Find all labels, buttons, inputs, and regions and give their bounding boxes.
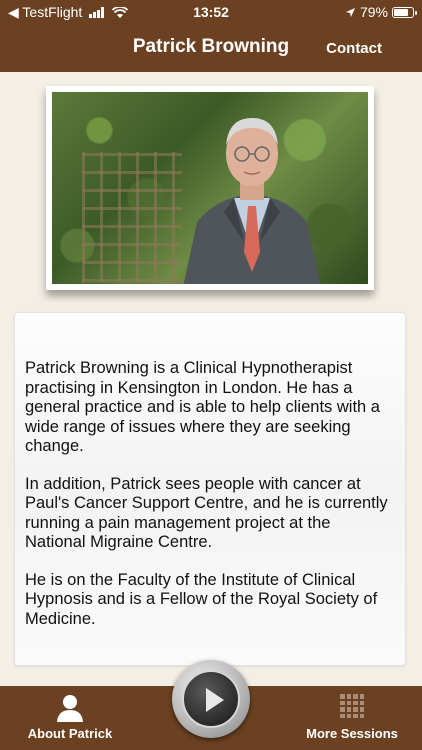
- play-button[interactable]: [172, 660, 250, 738]
- bio-paragraph-1: Patrick Browning is a Clinical Hypnotherapist practising in Kensington in London. He has a general practice and is able to help clients with a wide range of issues where they are seeking change.: [25, 359, 380, 455]
- carrier-label[interactable]: ◀ TestFlight: [8, 4, 83, 20]
- battery-percent: 79%: [359, 4, 388, 20]
- page-title: Patrick Browning: [132, 36, 290, 57]
- person-portrait: [172, 102, 332, 284]
- location-arrow-icon: [345, 7, 356, 18]
- status-time: 13:52: [193, 4, 229, 20]
- profile-photo: [52, 92, 368, 284]
- bio-paragraph-3: He is on the Faculty of the Institute of Clinical Hypnosis and is a Fellow of the Royal Society of Medicine.: [25, 570, 378, 628]
- person-icon: [55, 694, 85, 722]
- tab-about-patrick[interactable]: [0, 686, 140, 750]
- tab-about-patrick-label: About Patrick: [27, 726, 113, 741]
- tab-more-sessions[interactable]: [282, 686, 422, 750]
- play-icon: [206, 688, 224, 712]
- app-header: [0, 0, 422, 72]
- contact-button[interactable]: Contact: [326, 40, 382, 57]
- tab-more-sessions-label: More Sessions: [306, 726, 398, 741]
- battery-icon: [392, 7, 414, 18]
- profile-photo-frame: [46, 86, 374, 290]
- bio-paragraph-2: In addition, Patrick sees people with cancer at Paul's Cancer Support Centre, and he is currently running a pain management project at the National Migraine Centre.: [25, 474, 388, 551]
- status-bar: [0, 0, 422, 24]
- photo-trellis: [82, 152, 182, 282]
- grid-icon: [340, 694, 364, 718]
- play-button-inner: [182, 670, 240, 728]
- status-right: [345, 4, 414, 20]
- bio-card: [14, 312, 406, 666]
